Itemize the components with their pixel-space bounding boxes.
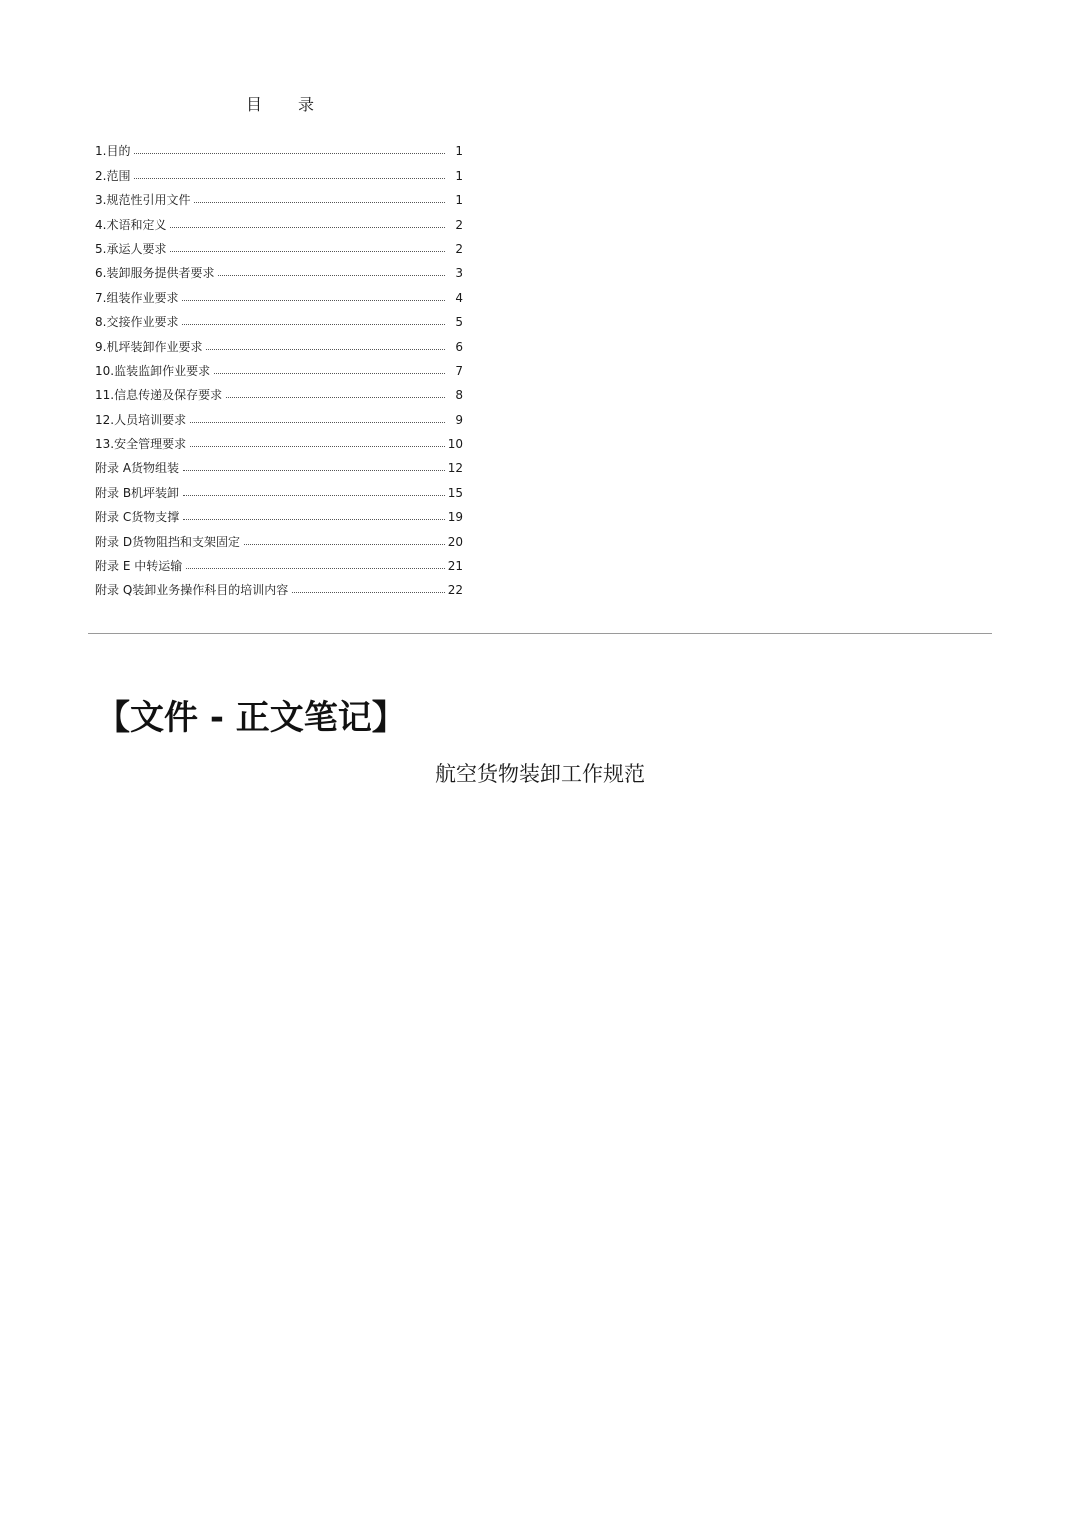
toc-entry-label: 13.安全管理要求	[95, 437, 187, 452]
toc-entry-page: 10	[447, 437, 463, 452]
toc-entry-page: 3	[455, 266, 463, 281]
toc-entry-label: 6.装卸服务提供者要求	[95, 266, 215, 281]
toc-entry[interactable]	[95, 354, 463, 378]
toc-entry-label: 附录 B机坪装卸	[95, 485, 180, 500]
toc-title: 目录	[246, 95, 351, 114]
toc-dot-leader	[182, 300, 445, 301]
toc-entry-page: 1	[455, 144, 463, 159]
toc-entry-page: 6	[455, 339, 463, 354]
toc-entry-page: 1	[455, 193, 463, 208]
table-of-contents	[95, 134, 463, 597]
section-divider	[88, 633, 992, 634]
toc-entry[interactable]	[95, 232, 463, 256]
toc-entry-page: 15	[447, 485, 463, 500]
toc-entry-page: 8	[455, 388, 463, 403]
toc-entry[interactable]	[95, 256, 463, 280]
toc-entry[interactable]	[95, 183, 463, 207]
toc-entry-page: 5	[455, 315, 463, 330]
toc-dot-leader	[190, 446, 445, 447]
toc-entry-page: 4	[455, 290, 463, 305]
toc-dot-leader	[170, 227, 445, 228]
toc-entry-page: 12	[447, 461, 463, 476]
toc-entry[interactable]	[95, 280, 463, 304]
toc-dot-leader	[134, 178, 445, 179]
toc-entry[interactable]	[95, 402, 463, 426]
toc-dot-leader	[134, 153, 445, 154]
toc-entry[interactable]	[95, 549, 463, 573]
toc-dot-leader	[182, 324, 445, 325]
toc-entry-page: 20	[447, 534, 463, 549]
toc-entry[interactable]	[95, 329, 463, 353]
document-title: 航空货物装卸工作规范	[435, 762, 645, 786]
toc-entry-label: 5.承运人要求	[95, 241, 167, 256]
toc-dot-leader	[190, 422, 445, 423]
toc-dot-leader	[183, 519, 445, 520]
toc-entry[interactable]	[95, 134, 463, 158]
toc-entry-label: 附录 C货物支撑	[95, 510, 180, 525]
toc-entry-page: 2	[455, 217, 463, 232]
toc-entry-page: 21	[447, 559, 463, 574]
toc-entry[interactable]	[95, 500, 463, 524]
toc-entry[interactable]	[95, 427, 463, 451]
toc-dot-leader	[186, 568, 445, 569]
toc-entry-label: 3.规范性引用文件	[95, 193, 191, 208]
toc-entry[interactable]	[95, 475, 463, 499]
toc-entry-label: 附录 Q装卸业务操作科目的培训内容	[95, 583, 289, 598]
toc-entry-label: 8.交接作业要求	[95, 315, 179, 330]
toc-entry-label: 附录 E 中转运输	[95, 559, 183, 574]
toc-dot-leader	[244, 544, 445, 545]
toc-entry-label: 11.信息传递及保存要求	[95, 388, 223, 403]
toc-entry-label: 7.组装作业要求	[95, 290, 179, 305]
toc-entry-label: 4.术语和定义	[95, 217, 167, 232]
toc-entry[interactable]	[95, 524, 463, 548]
toc-entry-page: 1	[455, 168, 463, 183]
toc-entry-page: 22	[447, 583, 463, 598]
toc-dot-leader	[183, 470, 445, 471]
toc-entry[interactable]	[95, 451, 463, 475]
toc-entry-label: 附录 A货物组装	[95, 461, 180, 476]
toc-dot-leader	[218, 275, 445, 276]
toc-entry-label: 附录 D货物阻挡和支架固定	[95, 534, 241, 549]
toc-entry[interactable]	[95, 158, 463, 182]
toc-entry-label: 12.人员培训要求	[95, 412, 187, 427]
toc-entry[interactable]	[95, 573, 463, 597]
toc-entry-page: 9	[455, 412, 463, 427]
toc-dot-leader	[206, 349, 445, 350]
toc-entry-label: 1.目的	[95, 144, 131, 159]
toc-entry[interactable]	[95, 305, 463, 329]
toc-entry[interactable]	[95, 207, 463, 231]
notes-heading: 【文件 - 正文笔记】	[96, 698, 406, 738]
toc-entry-label: 2.范围	[95, 168, 131, 183]
toc-entry-page: 2	[455, 241, 463, 256]
toc-dot-leader	[194, 202, 445, 203]
toc-entry[interactable]	[95, 378, 463, 402]
toc-entry-label: 10.监装监卸作业要求	[95, 363, 211, 378]
toc-entry-page: 7	[455, 363, 463, 378]
toc-dot-leader	[214, 373, 445, 374]
toc-dot-leader	[292, 592, 445, 593]
toc-dot-leader	[170, 251, 445, 252]
toc-entry-label: 9.机坪装卸作业要求	[95, 339, 203, 354]
toc-dot-leader	[183, 495, 445, 496]
toc-dot-leader	[226, 397, 445, 398]
toc-entry-page: 19	[447, 510, 463, 525]
